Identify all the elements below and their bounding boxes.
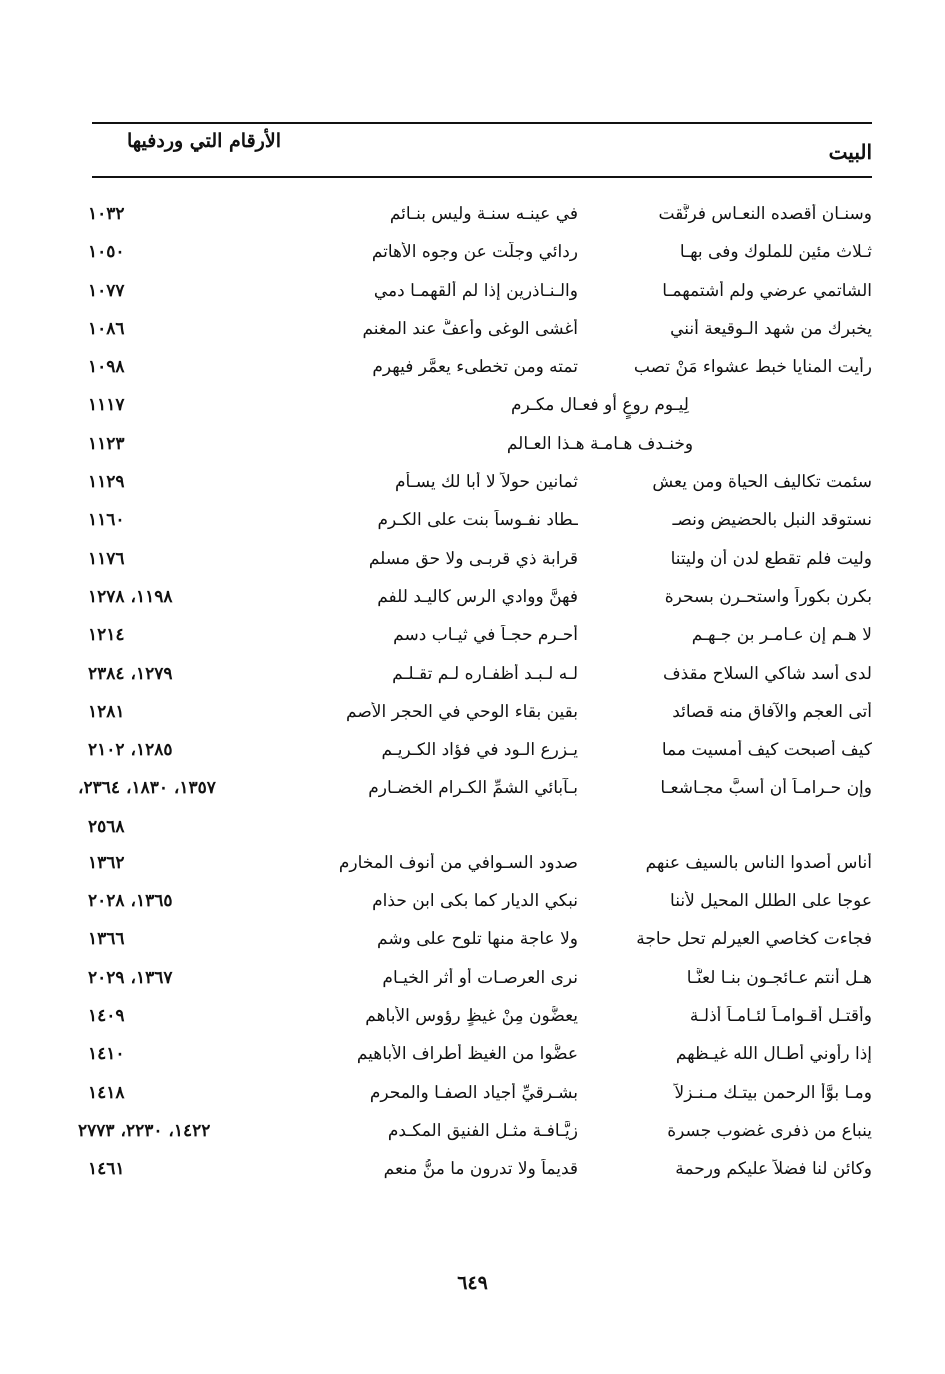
- verse-first-hemistich: إذا رأوني أطـال الله غيـظهم: [675, 1044, 872, 1065]
- verse-second-hemistich: ثمانين حولاً لا أبا لك يسـأم: [395, 472, 578, 493]
- verse-row: [0, 1038, 945, 1076]
- verse-second-hemistich: والـنـاذرين إذا لم ألقهمـا دمي: [373, 280, 578, 301]
- verse-first-hemistich: سئمت تكاليف الحياة ومن يعش: [652, 472, 872, 493]
- verse-first-hemistich: ينباع من ذفرى غضوب جسرة: [667, 1120, 872, 1141]
- verse-first-hemistich: بكرن بكوراً واستحـرن بسحرة: [664, 586, 872, 607]
- verse-second-hemistich: يـزرع الـود في فؤاد الكـريـم: [381, 740, 578, 761]
- verse-first-hemistich: وليت فلم تقطع لدن أن وليتنا: [670, 548, 872, 569]
- verse-second-hemistich: نبكي الديار كما بكى ابن حذام: [372, 891, 578, 912]
- verse-row: [0, 1077, 945, 1115]
- verse-row: [0, 428, 945, 466]
- verse-row: [0, 772, 945, 810]
- verse-first-hemistich: أناس أصدوا الناس بالسيف عنهم: [645, 852, 872, 873]
- verse-first-hemistich: وإن حـرامـاً أن أسبَّ مجـاشعـا: [660, 778, 872, 799]
- verse-numbers: ٢٥٦٨: [88, 816, 125, 837]
- verse-second-hemistich: تمته ومن تخطىء يعمَّر فيهرم: [372, 357, 578, 378]
- verse-numbers: ١٤٢٢، ٢٢٣٠، ٢٧٧٣: [78, 1120, 211, 1141]
- verse-row: [0, 466, 945, 504]
- verse-numbers: ١١٦٠: [88, 510, 125, 531]
- verse-second-hemistich: قرابة ذي قربـى ولا حق مسلم: [368, 548, 578, 569]
- verse-row: [0, 389, 945, 427]
- verse-second-hemistich: صدود السـوافي من أنوف المخارم: [338, 852, 578, 873]
- verse-second-hemistich: بقين بقاء الوحي في الحجر الأصم: [346, 701, 578, 722]
- verse-first-hemistich: أتى العجم والآفاق منه قصائد: [672, 701, 872, 722]
- verse-second-hemistich: أحـرم حجـاً في ثيـاب دسم: [393, 625, 578, 646]
- verse-row: [0, 962, 945, 1000]
- verse-second-hemistich: ردائي وجلَّت عن وجوه الأهاتم: [371, 242, 578, 263]
- verse-row: [0, 658, 945, 696]
- verse-numbers: ١٣٦٥، ٢٠٢٨: [88, 891, 173, 912]
- verse-numbers: ١١٧٦: [88, 548, 125, 569]
- verse-numbers: ١٢٧٩، ٢٣٨٤: [88, 663, 173, 684]
- page-number: ٦٤٩: [457, 1272, 488, 1294]
- verse-list: [0, 198, 945, 1191]
- verse-numbers: ١٠٧٧: [88, 280, 125, 301]
- verse-numbers: ١٤١٨: [88, 1082, 125, 1103]
- verse-first-hemistich: وسنـان أقصده النعـاس فرنَّقت: [658, 204, 872, 224]
- top-rule: [92, 122, 872, 124]
- verse-first-hemistich: ثـلاث مئين للملوك وفى بهـا: [679, 242, 872, 263]
- verse-row: [0, 847, 945, 885]
- verse-second-hemistich: في عينـه سنـة وليس بنـائم: [389, 204, 578, 224]
- verse-first-hemistich: وكائن لنا فضلاً عليكم ورحمة: [675, 1159, 872, 1180]
- verse-second-hemistich: أغشى الوغى وأعفُّ عند المغنم: [362, 318, 578, 339]
- verse-second-hemistich: فهنَّ ووادي الرس كاليـد للفم: [377, 586, 578, 607]
- verse-first-hemistich: الشاتمي عرضي ولم أشتمهمـا: [662, 280, 872, 301]
- verse-row: [0, 923, 945, 961]
- verse-row: [0, 543, 945, 581]
- verse-first-hemistich: لدى أسد شاكي السلاح مقذف: [662, 663, 872, 684]
- verse-row: [0, 1115, 945, 1153]
- verse-numbers: ١٠٨٦: [88, 318, 125, 339]
- verse-first-hemistich: فجاءت كخاصي العيرلم تحل حاجة: [636, 929, 872, 950]
- verse-numbers: ١٢١٤: [88, 625, 125, 646]
- verse-numbers: ١١٢٣: [88, 433, 125, 454]
- verse-second-hemistich: نرى العرصـات أو أثر الخيـام: [382, 967, 578, 988]
- verse-second-hemistich: قديماً ولا تدرون ما منُّ منعم: [383, 1159, 578, 1180]
- verse-numbers: ١٤٠٩: [88, 1005, 125, 1026]
- verse-second-hemistich: ولا عاجة منها تلوح على وشم: [377, 929, 578, 950]
- header-verse-column: البيت: [828, 140, 872, 164]
- verse-row: [0, 696, 945, 734]
- verse-row: [0, 236, 945, 274]
- verse-first-hemistich: لا هـم إن عـامـر بن جـهـم: [691, 625, 872, 646]
- verse-row: [0, 811, 945, 847]
- header-rule: [92, 176, 872, 178]
- verse-row: [0, 313, 945, 351]
- verse-first-hemistich: ومـا بوَّأ الرحمن بيتـك مـنـزلاً: [674, 1082, 872, 1103]
- verse-numbers: ١٢٨١: [88, 701, 125, 722]
- header-numbers-column: الأرقام التي وردفيها: [127, 130, 281, 152]
- verse-row: [0, 1153, 945, 1191]
- verse-first-hemistich: وأقتـل أقـوامـاً لئـامـاً أذلـة: [689, 1005, 872, 1026]
- verse-second-hemistich: عضُّوا من الغيظ أطراف الأباهيم: [356, 1044, 578, 1065]
- verse-second-hemistich: زيَّـافـة مثـل الفنيق المكـدم: [387, 1120, 578, 1141]
- verse-first-hemistich: عوجا على الطلل المحيل لأننا: [670, 891, 872, 912]
- verse-numbers: ١٣٥٧، ١٨٣٠، ٢٣٦٤،: [78, 778, 216, 799]
- verse-first-hemistich: يخبرك من شهد الـوقيعة أنني: [670, 318, 872, 339]
- verse-single-line: لِيـوم روعٍ أو فعـال مكـرم: [511, 395, 689, 416]
- verse-numbers: ١٣٦٢: [88, 852, 125, 873]
- verse-single-line: وخنـدف هـامـة هـذا العـالم: [506, 433, 694, 454]
- verse-numbers: ١٠٩٨: [88, 357, 125, 378]
- verse-row: [0, 885, 945, 923]
- verse-row: [0, 581, 945, 619]
- verse-first-hemistich: نستوقد النبل بالحضيض ونصـ: [672, 510, 872, 531]
- verse-numbers: ١٤٦١: [88, 1159, 125, 1180]
- verse-first-hemistich: رأيت المنايا خبط عشواء مَنْ تصب: [633, 357, 872, 378]
- verse-numbers: ١١٩٨، ١٢٧٨: [88, 586, 173, 607]
- verse-second-hemistich: بـآبائي الشمِّ الكـرام الخضـارم: [368, 778, 578, 799]
- verse-numbers: ١٤١٠: [88, 1044, 125, 1065]
- table-header: [92, 128, 872, 172]
- verse-numbers: ١٣٦٧، ٢٠٢٩: [88, 967, 173, 988]
- verse-row: [0, 619, 945, 657]
- verse-second-hemistich: ـطاد نفـوساً بنت على الكـرم: [377, 510, 578, 531]
- verse-row: [0, 1000, 945, 1038]
- verse-row: [0, 351, 945, 389]
- verse-numbers: ١١١٧: [88, 395, 125, 416]
- verse-numbers: ١٢٨٥، ٢١٠٢: [88, 740, 173, 761]
- verse-second-hemistich: يعضُّون مِنْ غيظٍ رؤوس الأباهم: [365, 1005, 578, 1026]
- verse-row: [0, 198, 945, 236]
- verse-row: [0, 734, 945, 772]
- verse-numbers: ١١٢٩: [88, 472, 125, 493]
- verse-row: [0, 275, 945, 313]
- verse-row: [0, 504, 945, 542]
- verse-numbers: ١٣٦٦: [88, 929, 125, 950]
- verse-first-hemistich: هـل أنتم عـائجـون بنـا لعنَّـا: [686, 967, 872, 988]
- verse-second-hemistich: بشـرقيِّ أجياد الصفـا والمحرم: [369, 1082, 578, 1103]
- verse-second-hemistich: لـه لـبـد أظفـاره لـم تقـلـم: [392, 663, 578, 684]
- verse-numbers: ١٠٣٢: [88, 204, 125, 224]
- verse-first-hemistich: كيف أصبحت كيف أمسيت مما: [661, 740, 872, 761]
- verse-numbers: ١٠٥٠: [88, 242, 125, 263]
